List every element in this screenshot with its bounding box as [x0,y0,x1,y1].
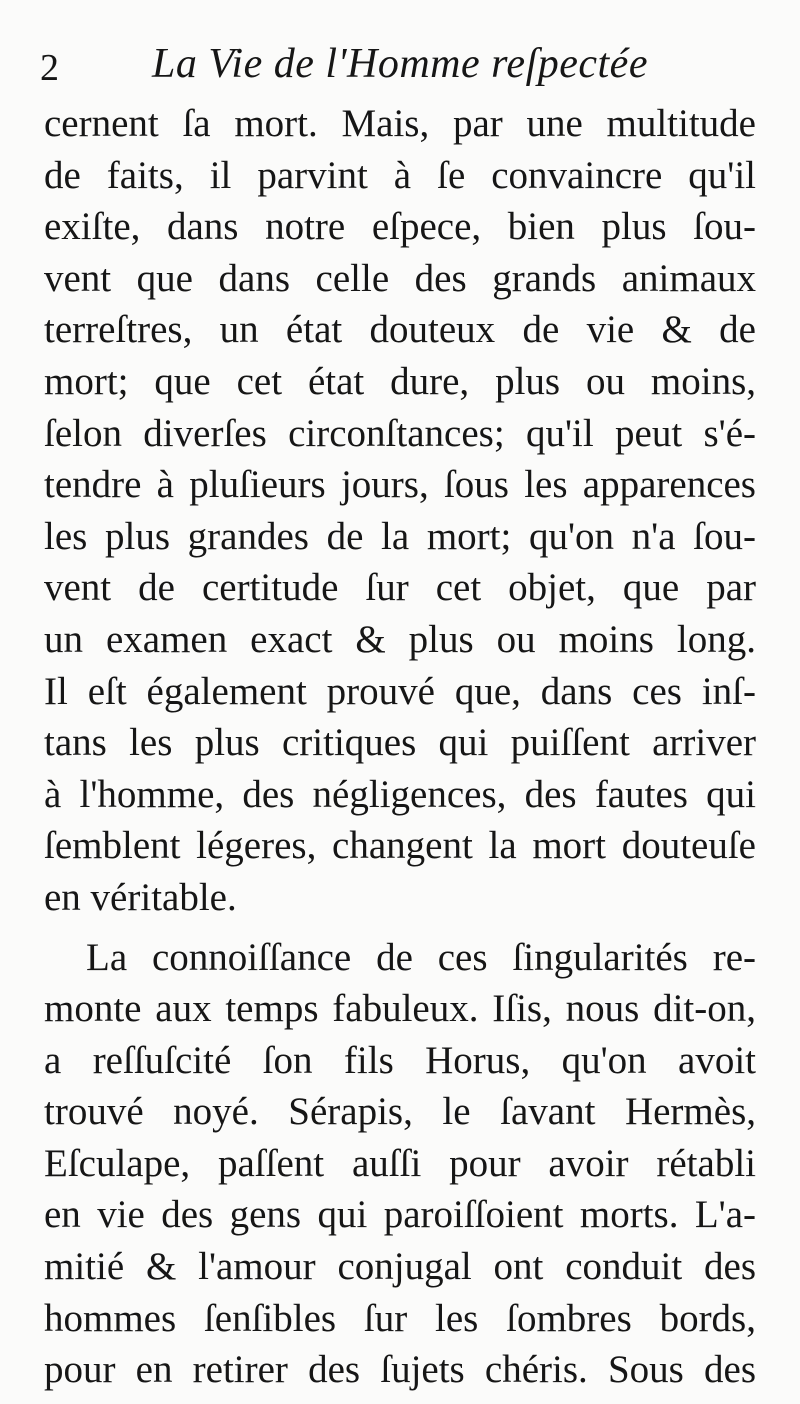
text-line: Eſculape, paſſent auſſi pour avoir rétabli [44,1141,756,1185]
text-line: La connoiſſance de ces ſingularités re- [86,935,756,979]
text-line: hommes ſenſibles ſur les ſombres bords, [44,1296,756,1340]
text-line: cernent ſa mort. Mais, par une multitude [44,102,756,145]
running-head [40,40,760,100]
text-line: monte aux temps fabuleux. Iſis, nous dit-on, [44,987,756,1031]
text-line: exiſte, dans notre eſpece, bien plus ſou- [44,205,756,249]
text-line: tendre à pluſieurs jours, ſous les apparences [44,463,756,507]
text-line: en véritable. [44,875,237,919]
page-number: 2 [40,47,59,89]
paragraph-1 [44,98,756,924]
text-line: vent de certitude ſur cet objet, que par [44,566,756,610]
text-line: Il eſt également prouvé que, dans ces inſ- [44,669,756,713]
text-line: de faits, il parvint à ſe convaincre qu'il [44,153,756,197]
text-line: ſelon diverſes circonſtances; qu'il peut s'é- [44,411,756,455]
text-line: ſemblent légeres, changent la mort douteuſe [44,824,756,868]
text-line: mort; que cet état dure, plus ou moins, [44,359,756,403]
text-line: à l'homme, des négligences, des fautes qui [44,772,756,816]
text-line: trouvé noyé. Sérapis, le ſavant Hermès, [44,1090,756,1134]
text-line: tans les plus critiques qui puiſſent arriver [44,721,756,765]
text-line: un examen exact & plus ou moins long. [44,617,756,661]
body-text [44,98,756,1396]
text-line: mitié & l'amour conjugal ont conduit des [44,1245,756,1289]
text-line: en vie des gens qui paroiſſoient morts. L'a- [44,1193,756,1237]
text-line: pour en retirer des ſujets chéris. Sous des [44,1348,756,1392]
text-line: les plus grandes de la mort; qu'on n'a ſou- [44,514,756,558]
paragraph-2 [44,932,756,1396]
text-line: terreſtres, un état douteux de vie & de [44,308,756,352]
text-line: a reſſuſcité ſon fils Horus, qu'on avoit [44,1038,756,1082]
running-title: La Vie de l'Homme reſpectée [152,41,648,87]
text-line: vent que dans celle des grands animaux [44,256,756,300]
